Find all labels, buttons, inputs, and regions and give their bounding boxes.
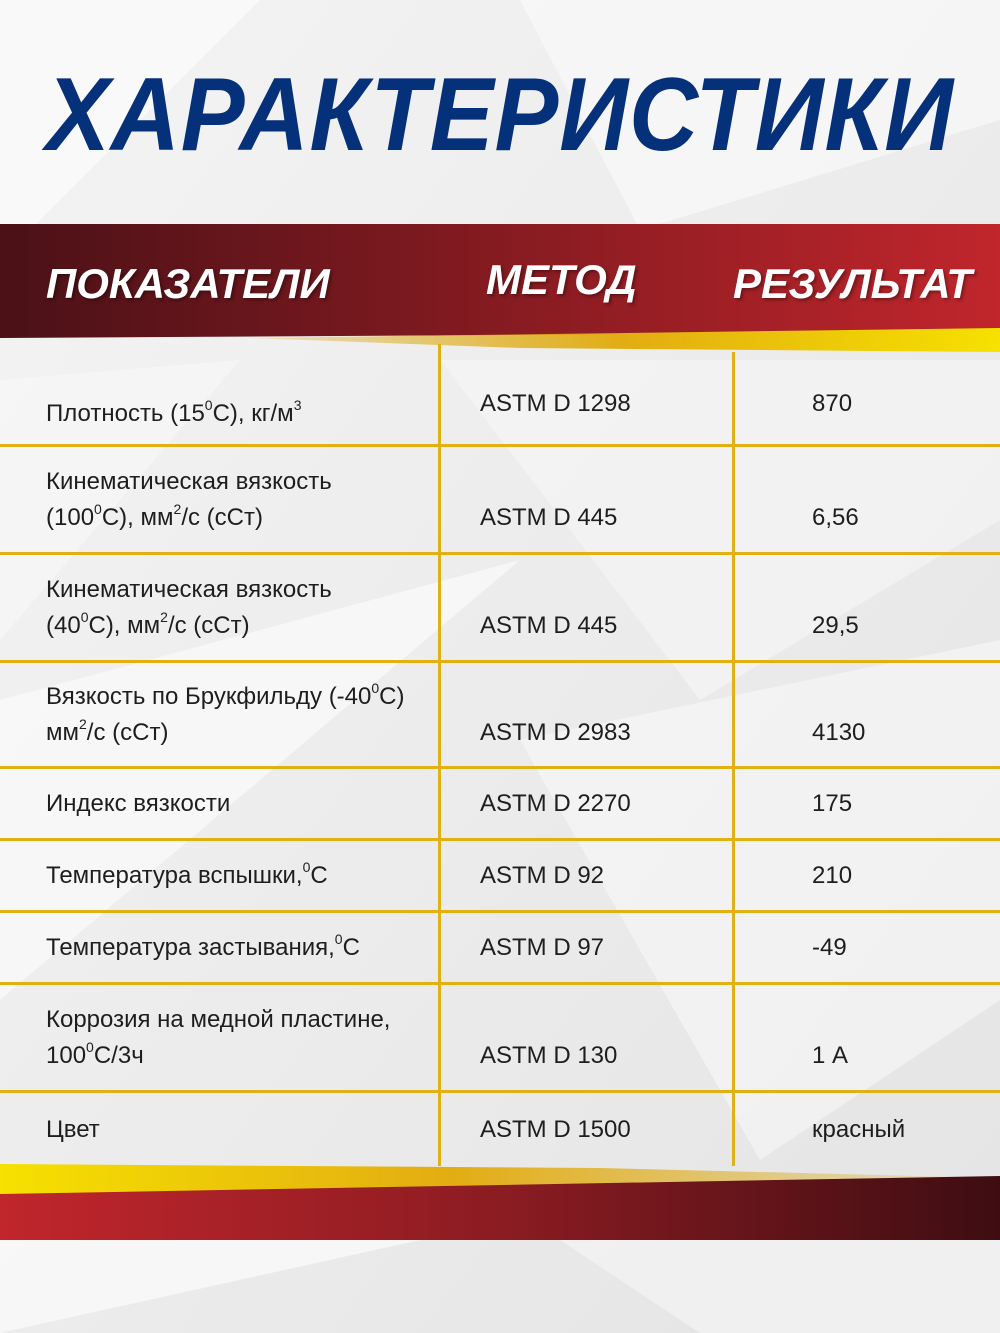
method-cell: ASTM D 97 (480, 933, 605, 961)
method-cell: ASTM D 130 (480, 1041, 618, 1069)
parameter-cell: Плотность $(15^0С)$, $кг/м^3$ (46, 397, 302, 427)
row-divider (0, 1090, 1000, 1093)
footer-band (0, 1164, 1000, 1240)
parameter-cell: Вязкость по Брукфильду $(-40^0С)$ $мм^2/с$ (сСт) (46, 679, 405, 746)
method-cell: ASTM D 92 (480, 861, 605, 889)
row-divider (0, 660, 1000, 663)
result-cell: 6,56 (812, 503, 859, 531)
result-cell: 4130 (812, 718, 866, 746)
row-divider (0, 910, 1000, 913)
result-cell: 29,5 (812, 611, 859, 639)
column-header-result: РЕЗУЛЬТАТ (733, 260, 972, 307)
row-divider (0, 444, 1000, 447)
parameter-cell: Кинематическая вязкость $(100^0С)$, $мм^2/с$ (сСт) (46, 467, 332, 531)
page-title: ХАРАКТЕРИСТИКИ (46, 57, 954, 173)
result-cell: 210 (812, 861, 853, 889)
column-header-parameters: ПОКАЗАТЕЛИ (46, 260, 330, 307)
row-divider (0, 838, 1000, 841)
parameter-cell: Индекс вязкости (46, 789, 231, 817)
row-divider (0, 766, 1000, 769)
method-cell: ASTM D 1298 (480, 390, 631, 417)
method-cell: ASTM D 2983 (480, 718, 631, 746)
result-cell: 1 А (812, 1041, 849, 1069)
column-header-method: МЕТОД (486, 256, 637, 303)
parameter-cell: Температура застывания,$^0$С (46, 930, 360, 961)
method-cell: ASTM D 1500 (480, 1115, 631, 1143)
specs-table (0, 344, 1000, 1166)
row-divider (0, 552, 1000, 555)
result-cell: 870 (812, 390, 853, 417)
column-divider (438, 344, 441, 1166)
parameter-cell: Коррозия на медной пластине, $100^0С/3ч$ (46, 1005, 391, 1069)
row-divider (0, 982, 1000, 985)
column-divider (732, 352, 735, 1166)
parameter-cell: Температура вспышки,$^0$С (46, 858, 328, 889)
method-cell: ASTM D 2270 (480, 789, 631, 817)
parameter-cell: Кинематическая вязкость $(40^0С)$, $мм^2/с$ (сСт) (46, 575, 332, 639)
result-cell: -49 (812, 933, 847, 961)
result-cell: 175 (812, 789, 853, 817)
parameter-cell: Цвет (46, 1115, 100, 1143)
result-cell: красный (812, 1115, 906, 1143)
method-cell: ASTM D 445 (480, 503, 618, 531)
method-cell: ASTM D 445 (480, 611, 618, 639)
